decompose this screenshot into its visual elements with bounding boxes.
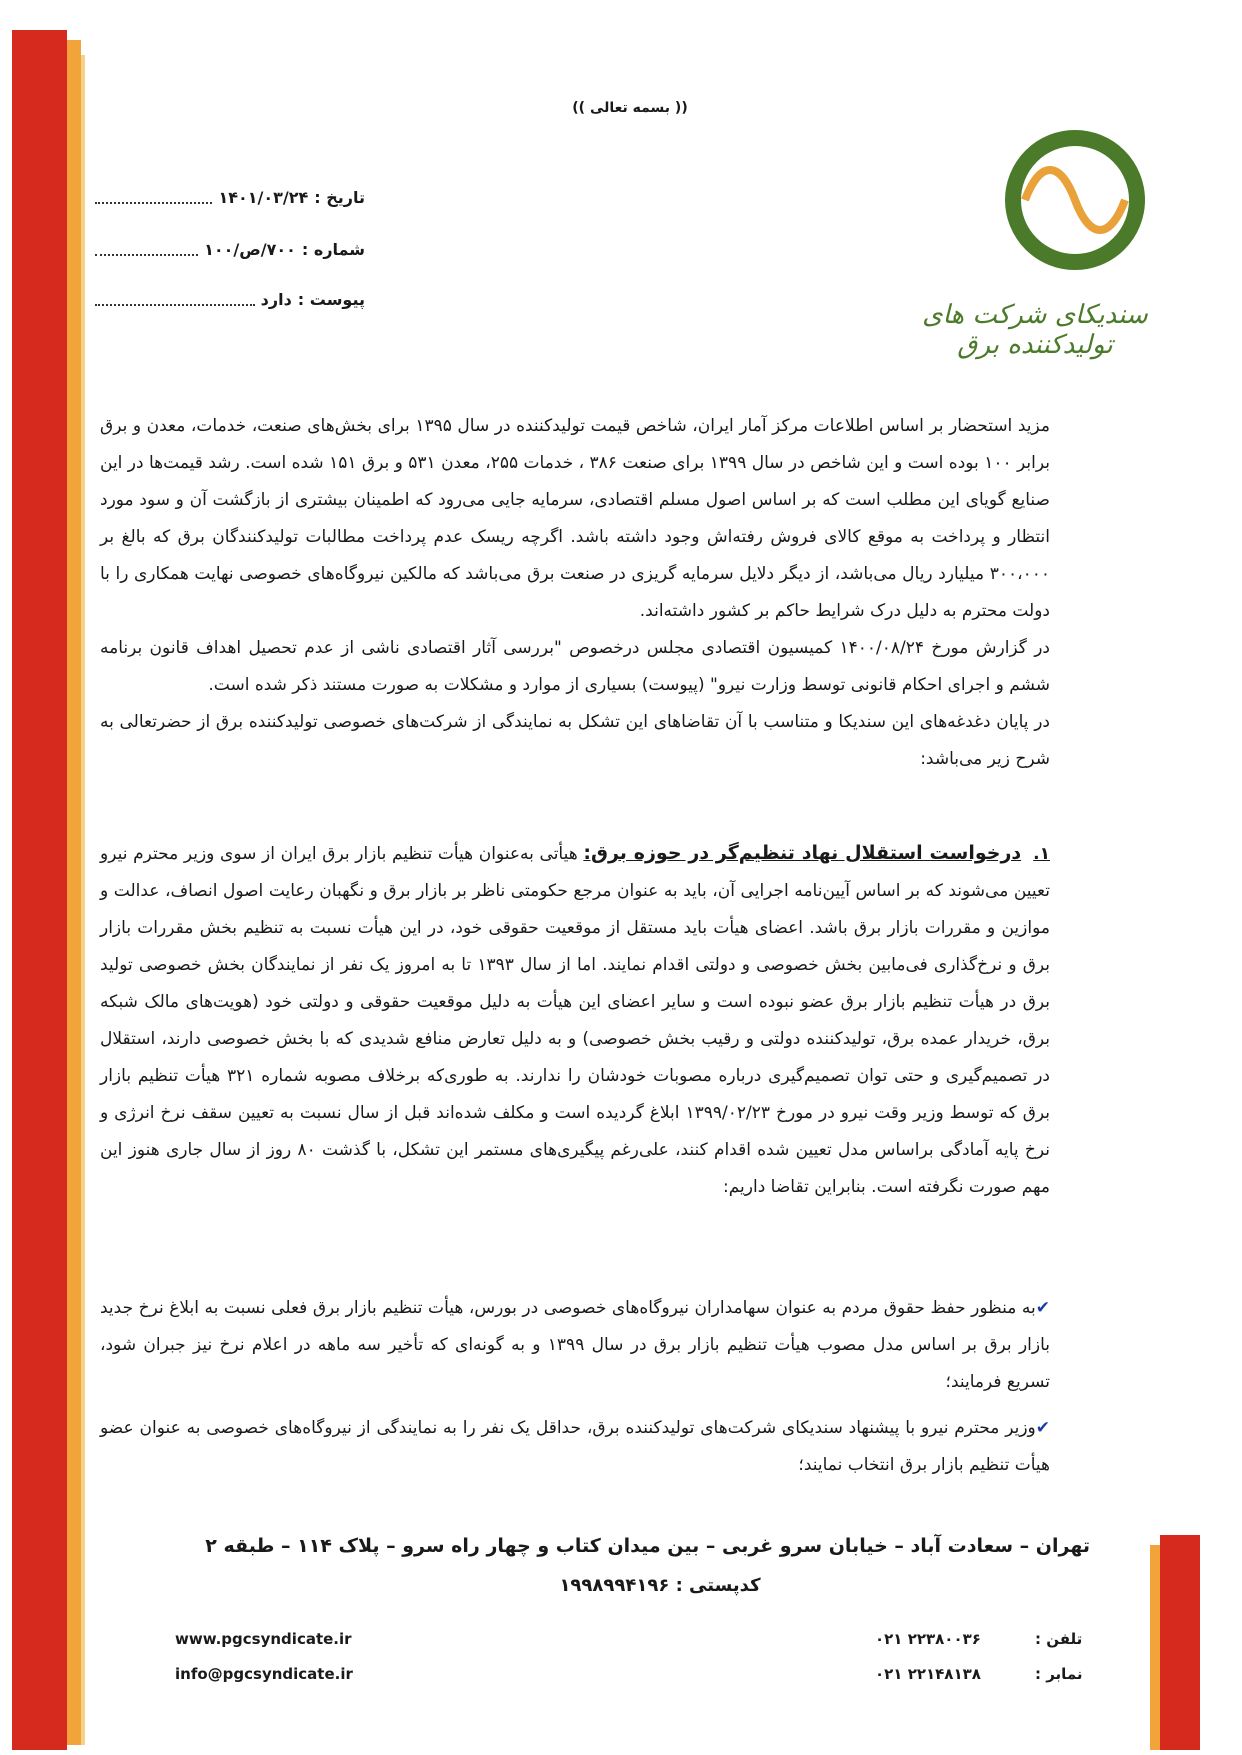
bullet-1-text: به منظور حفظ حقوق مردم به عنوان سهامداران نیروگاه‌های خصوصی در بورس، هیأت تنظیم بازار برق فعلی نسبت به ابلاغ نرخ جدید بازار برق بر اساس مدل مصوب هیأت تنظیم بازار برق در سال ۱۳۹۹ و به گونه‌ای که تأخیر سه ماهه در اعلام نرخ نیز جبران شود، تسریع فرمایند؛	[100, 1298, 1050, 1392]
left-light-stripe	[81, 55, 85, 1745]
bullet-1	[100, 1290, 1050, 1401]
bullet-2	[100, 1410, 1050, 1484]
attachment-value: دارد	[260, 290, 292, 309]
footer-postal-code: کدپستی : ۱۹۹۸۹۹۴۱۹۶	[559, 1575, 761, 1596]
check-icon: ✔	[1035, 1418, 1050, 1438]
bismillah-header: (( بسمه تعالی ))	[572, 100, 688, 116]
date-row	[95, 188, 365, 207]
footer-address: تهران – سعادت آباد – خیابان سرو غربی – بین میدان کتاب و چهار راه سرو – پلاک ۱۱۴ – طبقه ۲	[205, 1535, 1090, 1557]
logo-text: سندیکای شرکت های تولیدکننده برق	[922, 300, 1148, 360]
left-orange-stripe	[67, 40, 81, 1745]
item-number: ۱.	[1033, 844, 1050, 864]
attachment-dots	[95, 290, 255, 306]
item-text: هیأتی به‌عنوان هیأت تنظیم بازار برق ایران از سوی وزیر محترم نیرو تعیین می‌شوند که بر اساس آیین‌نامه اجرایی آن، باید به عنوان مرجع حکومتی ناظر بر بازار برق و نگهبان رعایت اصول انصاف، عدالت و موازین و مقررات بازار برق باشد. اعضای هیأت باید مستقل از موقعیت حقوقی خود، در این هیأت نسبت به تنظیم بخش مقررات بازار برق و نرخ‌گذاری فی‌مابین بخش خصوصی و دولتی اقدام نمایند. اما از سال ۱۳۹۳ تا به امروز یک نفر از نمایندگان بخش خصوصی تولید برق در هیأت تنظیم بازار برق عضو نبوده است و سایر اعضای این هیأت به دلیل موقعیت حقوقی و دولتی خود (هویت‌های مالک شبکه برق، خریدار عمده برق، تولیدکننده دولتی و رقیب بخش خصوصی) و به دلیل تعارض منافع شدیدی که با بخش خصوصی دارند، استقلال در تصمیم‌گیری و حتی توان تصمیم‌گیری درباره مصوبات خودشان را ندارند. به طوری‌که برخلاف مصوبه شماره ۳۲۱ هیأت تنظیم بازار برق که توسط وزیر وقت نیرو در مورخ ۱۳۹۹/۰۲/۲۳ ابلاغ گردیده است و مکلف شده‌اند قبل از سال نسبت به تعیین سقف نرخ انرژی و نرخ پایه آمادگی براساس مدل تعیین شده اقدام کنند، علی‌رغم پیگیری‌های مستمر این تشکل، با گذشت ۸۰ روز از سال جاری هنوز این مهم صورت نگرفته است. بنابراین تقاضا داریم:	[100, 844, 1051, 1197]
number-value: ۷۰۰/ص/۱۰۰	[204, 240, 296, 259]
paragraph-1: مزید استحضار بر اساس اطلاعات مرکز آمار ایران، شاخص قیمت تولیدکننده در سال ۱۳۹۵ برای بخش‌های صنعت، خدمات، معدن و برق برابر ۱۰۰ بوده است و این شاخص در سال ۱۳۹۹ برای صنعت ۳۸۶ ، خدمات ۲۵۵، معدن ۵۳۱ و برق ۱۵۱ شده است. رشد قیمت‌ها در این صنایع گویای این مطلب است که بر اساس اصول مسلم اقتصادی، سرمایه جایی می‌رود که اطمینان بیشتری از بازگشت آن و سود مورد انتظار و پرداخت به موقع کالای فروش رفته‌اش وجود داشته باشد. اگرچه ریسک عدم پرداخت مطالبات تولیدکنندگان برق که بالغ بر ۳۰۰،۰۰۰ میلیارد ریال می‌باشد، از دیگر دلایل سرمایه گریزی در صنعت برق می‌باشد که مالکین نیروگاه‌های خصوصی نهایت همکاری را با دولت محترم به دلیل درک شرایط حاکم بر کشور داشته‌اند.	[100, 416, 1050, 621]
paragraph-3: در پایان دغدغه‌های این سندیکا و متناسب با آن تقاضاهای این تشکل به نمایندگی از شرکت‌های خصوصی تولیدکننده برق از حضرتعالی به شرح زیر می‌باشد:	[100, 712, 1050, 769]
date-dots	[95, 188, 212, 204]
phone-number: ۰۲۱ ۲۲۳۸۰۰۳۶	[875, 1630, 981, 1648]
right-orange-stripe	[1150, 1545, 1160, 1750]
fax-label: نمابر :	[1035, 1665, 1083, 1683]
check-icon: ✔	[1035, 1298, 1050, 1318]
attachment-row	[95, 290, 365, 309]
number-row	[95, 240, 365, 259]
number-dots	[95, 240, 198, 256]
fax-number: ۰۲۱ ۲۲۱۴۸۱۳۸	[875, 1665, 981, 1683]
left-red-stripe	[12, 30, 67, 1750]
bullet-2-text: وزیر محترم نیرو با پیشنهاد سندیکای شرکت‌های تولیدکننده برق، حداقل یک نفر را به نمایندگی از نیروگاه‌های خصوصی به عنوان عضو هیأت تنظیم بازار برق انتخاب نمایند؛	[100, 1418, 1050, 1475]
right-red-stripe	[1160, 1535, 1200, 1750]
date-label: تاریخ :	[314, 188, 365, 207]
paragraph-2: در گزارش مورخ ۱۴۰۰/۰۸/۲۴ کمیسیون اقتصادی مجلس درخصوص "بررسی آثار اقتصادی ناشی از عدم تحصیل اهداف قانون برنامه ششم و اجرای احکام قانونی توسط وزارت نیرو" (پیوست) بسیاری از موارد و مشکلات به صورت مستند ذکر شده است.	[100, 638, 1050, 695]
website-link[interactable]: www.pgcsyndicate.ir	[175, 1630, 352, 1648]
date-value: ۱۴۰۱/۰۳/۲۴	[218, 188, 309, 207]
item-heading: درخواست استقلال نهاد تنظیم‌گر در حوزه برق:	[583, 842, 1022, 864]
letter-body	[100, 408, 1050, 778]
attachment-label: پیوست :	[297, 290, 365, 309]
request-item-1	[100, 835, 1050, 1206]
phone-label: تلفن :	[1035, 1630, 1083, 1648]
email-link[interactable]: info@pgcsyndicate.ir	[175, 1665, 353, 1683]
number-label: شماره :	[301, 240, 365, 259]
